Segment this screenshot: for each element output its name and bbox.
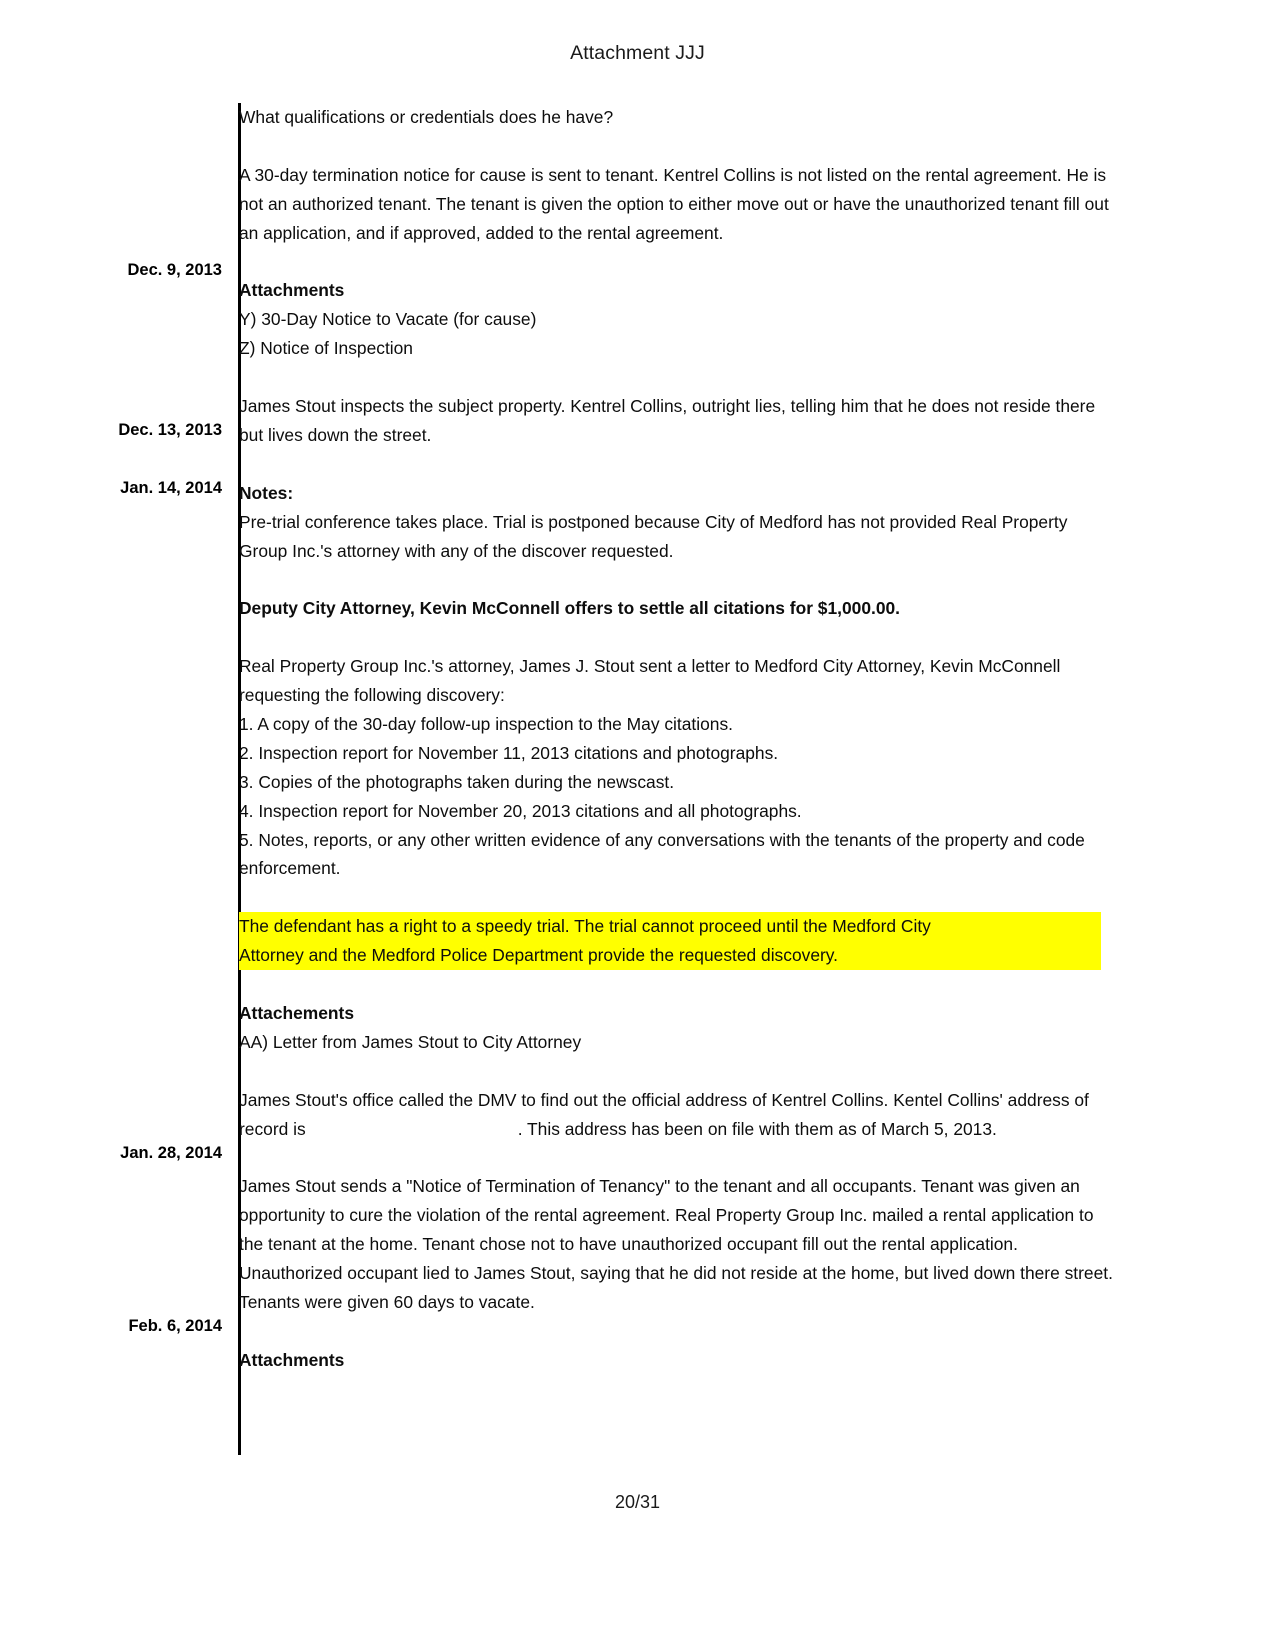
body-cell-jan28 xyxy=(230,1086,1117,1144)
timeline-row-jan28 xyxy=(97,1086,1117,1162)
date-label: Feb. 6, 2014 xyxy=(128,1317,222,1336)
discovery-item-5: 5. Notes, reports, or any other written evidence of any conversations with the tenants of the property and code enforcement. xyxy=(239,829,1085,879)
body-cell-jan14 xyxy=(230,479,1117,1057)
blank-line xyxy=(97,1143,1117,1172)
timeline-row-dec9 xyxy=(97,103,1117,363)
date-label: Dec. 9, 2013 xyxy=(127,261,222,279)
date-cell-jan14 xyxy=(97,479,230,1057)
settlement-offer-statement: Deputy City Attorney, Kevin McConnell offers to settle all citations for $1,000.00. xyxy=(239,598,900,619)
blank-line xyxy=(239,883,1117,912)
blank-line xyxy=(97,363,1117,392)
page-title: Attachment JJJ xyxy=(570,42,705,64)
notes-heading: Notes: xyxy=(239,482,294,503)
date-cell-dec9 xyxy=(97,103,230,363)
dmv-text-part-2: . This address has been on file with them as of March 5, 2013. xyxy=(517,1118,997,1139)
dmv-text-part-1: James Stout's office called the DMV to find out the official address of Kentrel Collins. Kentel Collins' address of record is xyxy=(239,1089,1089,1139)
jan14-paragraph-2: Real Property Group Inc.'s attorney, James J. Stout sent a letter to Medford City Attorney, Kevin McConnell requesting the following discovery: xyxy=(239,656,1061,706)
attachment-item-z: Z) Notice of Inspection xyxy=(239,338,413,359)
highlighted-statement-line-1: The defendant has a right to a speedy trial. The trial cannot proceed until the Medford City xyxy=(239,912,1101,941)
dec9-paragraph: A 30-day termination notice for cause is sent to tenant. Kentrel Collins is not listed on the rental agreement. He is not an authorized tenant. The tenant is given the option to either move out or have the unauthorized tenant fill out an application, and if approved, added to the rental agreement. xyxy=(239,164,1109,243)
attachment-item-aa: AA) Letter from James Stout to City Attorney xyxy=(239,1031,582,1052)
timeline-row-jan14 xyxy=(97,479,1117,1057)
blank-line xyxy=(97,450,1117,479)
blank-line xyxy=(239,248,1117,277)
discovery-item-3: 3. Copies of the photographs taken during the newscast. xyxy=(239,771,675,792)
jan28-paragraph xyxy=(239,1086,1117,1144)
body-cell-feb6 xyxy=(230,1172,1117,1374)
blank-line xyxy=(239,970,1117,999)
blank-line xyxy=(239,623,1117,652)
blank-line xyxy=(97,1057,1117,1086)
jan14-paragraph-1: Pre-trial conference takes place. Trial is postponed because City of Medford has not provided Real Property Group Inc.'s attorney with any of the discover requested. xyxy=(239,511,1068,561)
blank-line xyxy=(239,132,1117,161)
attachment-item-y: Y) 30-Day Notice to Vacate (for cause) xyxy=(239,309,537,330)
timeline-table xyxy=(97,103,1117,1375)
timeline-row-feb6 xyxy=(97,1172,1117,1374)
attachements-heading-jan14: Attachements xyxy=(239,1002,355,1023)
body-cell-dec9 xyxy=(230,103,1117,363)
date-label: Jan. 14, 2014 xyxy=(120,478,222,497)
discovery-item-1: 1. A copy of the 30-day follow-up inspection to the May citations. xyxy=(239,713,733,734)
body-cell-dec13 xyxy=(230,392,1117,450)
date-label: Dec. 13, 2013 xyxy=(118,421,222,440)
blank-line xyxy=(239,565,1117,594)
question-line: What qualifications or credentials does he have? xyxy=(239,107,614,127)
timeline-row-dec13 xyxy=(97,392,1117,450)
dec13-paragraph: James Stout inspects the subject property. Kentrel Collins, outright lies, telling him that he does not reside there but lives down the street. xyxy=(239,396,1096,445)
feb6-paragraph: James Stout sends a "Notice of Termination of Tenancy" to the tenant and all occupants. Tenant was given an opportunity to cure the violation of the rental agreement. Real Property Group Inc. mailed a rental application to the tenant at the home. Tenant chose not to have unauthorized occupant fill out the rental application. Unauthorized occupant lied to James Stout, saying that he did not reside at the home, but lived down there street. Tenants were given 60 days to vacate. xyxy=(239,1176,1113,1312)
date-cell-jan28 xyxy=(97,1086,230,1162)
attachments-heading-feb6: Attachments xyxy=(239,1349,345,1370)
date-label: Jan. 28, 2014 xyxy=(120,1143,222,1162)
discovery-item-4: 4. Inspection report for November 20, 2013 citations and all photographs. xyxy=(239,800,802,821)
page-number-footer: 20/31 xyxy=(614,1492,661,1512)
date-cell-feb6 xyxy=(97,1172,230,1374)
discovery-item-2: 2. Inspection report for November 11, 2013 citations and photographs. xyxy=(239,742,779,763)
attachments-heading-dec9: Attachments xyxy=(239,280,345,301)
highlighted-statement-line-2: Attorney and the Medford Police Department provide the requested discovery. xyxy=(239,941,1101,970)
blank-line xyxy=(239,1317,1117,1346)
date-cell-dec13 xyxy=(97,392,230,450)
